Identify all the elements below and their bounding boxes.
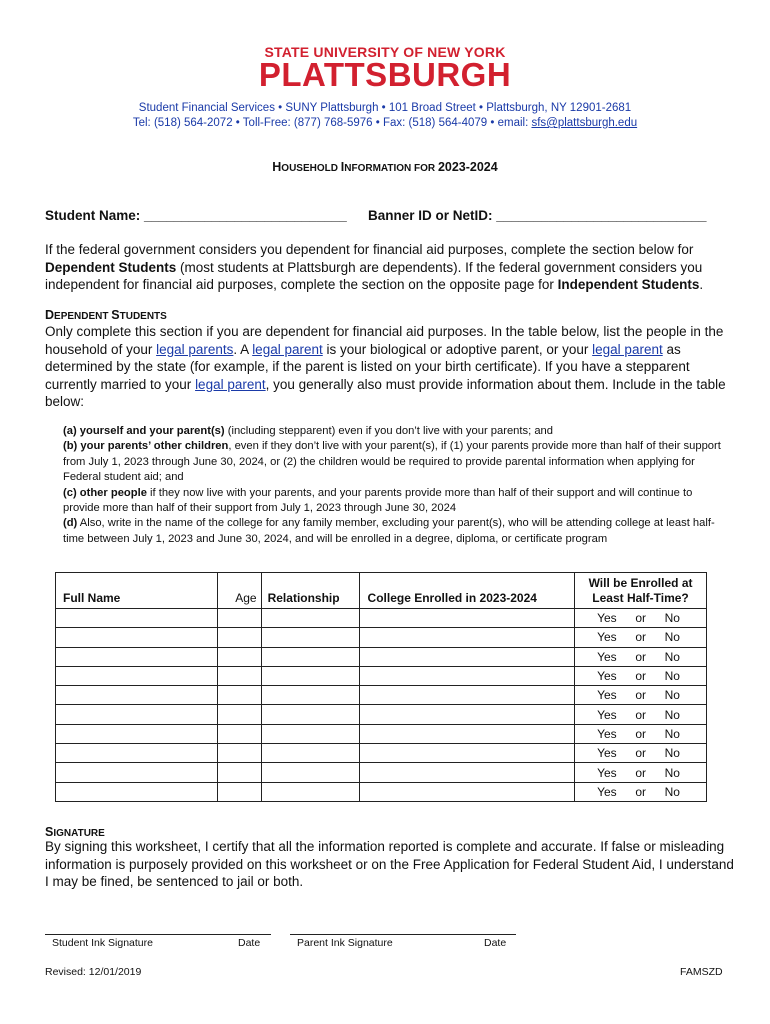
college-cell[interactable] [359,705,575,724]
relationship-cell[interactable] [261,782,359,801]
table-row [56,782,707,801]
relationship-cell[interactable] [261,609,359,628]
table-row [56,628,707,647]
relationship-cell[interactable] [261,628,359,647]
yes-option[interactable]: Yes [597,688,617,703]
legal-parent-link[interactable]: legal parent [252,341,323,357]
yes-option[interactable]: Yes [597,765,617,780]
age-cell[interactable] [217,763,261,782]
parent-signature-line[interactable] [290,934,516,935]
age-cell[interactable] [217,647,261,666]
intro-paragraph: If the federal government considers you dependent for financial aid purposes, complete the section below for Dependent Students (most students at Plattsburgh are dependents). If the federal government considers you independent for financial aid purposes, complete the section on the opposite page for Independent Students. [45,242,704,292]
or-label: or [635,669,646,684]
signature-paragraph: By signing this worksheet, I certify that all the information reported is complete and accurate. If false or misleading information is purposely provided on this worksheet or on the Free Application for Federal Student Aid, I understand I may be fined, be sentenced to jail or both. [45,839,734,889]
legal-parents-link[interactable]: legal parents [156,341,234,357]
legal-parent-link[interactable]: legal parent [195,376,266,392]
relationship-cell[interactable] [261,763,359,782]
full-name-cell[interactable] [56,763,218,782]
age-cell[interactable] [217,782,261,801]
no-option[interactable]: No [664,726,680,741]
relationship-cell[interactable] [261,666,359,685]
dependent-students-heading: DEPENDENT STUDENTS [45,308,167,322]
table-row [56,609,707,628]
or-label: or [635,611,646,626]
contact-line [0,117,770,129]
full-name-cell[interactable] [56,724,218,743]
college-cell[interactable] [359,628,575,647]
no-option[interactable]: No [664,746,680,761]
dependent-paragraph: Only complete this section if you are dependent for financial aid purposes. In the table below, list the people in the household of your legal parents. A legal parent is your biological or adoptive parent, or your legal parent as determined by the state (for example, if the parent is listed on your birth certificate). If you have a stepparent currently married to your legal parent, you generally also must provide information about them. Include in the table below: [45,324,726,409]
college-cell[interactable] [359,647,575,666]
age-cell[interactable] [217,705,261,724]
form-title: HOUSEHOLD INFORMATION FOR 2023-2024 [272,160,498,174]
form-code: FAMSZD [680,966,723,978]
yes-option[interactable]: Yes [597,669,617,684]
college-cell[interactable] [359,782,575,801]
full-name-cell[interactable] [56,666,218,685]
signature-heading: SIGNATURE [45,825,105,839]
college-cell[interactable] [359,744,575,763]
age-cell[interactable] [217,744,261,763]
yes-option[interactable]: Yes [597,649,617,664]
student-signature-line[interactable] [45,934,271,935]
parent-date-label: Date [484,937,507,949]
college-header: College Enrolled in 2023-2024 [359,573,575,609]
yes-option[interactable]: Yes [597,784,617,799]
or-label: or [635,649,646,664]
list-item-b: (b) your parents’ other children, even if they don’t live with your parent(s), if (1) your parents provide more than half of their support from July 1, 2023 through June 30, 2024, or (2) the children would be required to provide parental information when applying for Federal student aid; and [63,440,721,484]
household-table [55,572,707,802]
or-label: or [635,746,646,761]
no-option[interactable]: No [664,688,680,703]
or-label: or [635,707,646,722]
college-cell[interactable] [359,763,575,782]
table-row [56,744,707,763]
full-name-cell[interactable] [56,782,218,801]
logo-suny: STATE UNIVERSITY OF NEW YORK [264,44,506,60]
table-header-row [56,573,707,609]
college-cell[interactable] [359,609,575,628]
table-row [56,763,707,782]
age-cell[interactable] [217,686,261,705]
table-row [56,705,707,724]
enrolled-cell [575,686,707,705]
full-name-cell[interactable] [56,628,218,647]
no-option[interactable]: No [664,765,680,780]
age-cell[interactable] [217,724,261,743]
list-item-a: (a) yourself and your parent(s) (including stepparent) even if you don’t live with your parents; and [63,425,553,437]
college-cell[interactable] [359,666,575,685]
contact-prefix: Tel: (518) 564-2072 • Toll-Free: (877) 768-5976 • Fax: (518) 564-4079 • email: [132,117,532,129]
relationship-cell[interactable] [261,686,359,705]
enrolled-cell [575,609,707,628]
full-name-header: Full Name [56,573,218,609]
college-cell[interactable] [359,686,575,705]
logo-plattsburgh: PLATTSBURGH [258,56,512,93]
enrolled-cell [575,763,707,782]
age-header: Age [217,573,261,609]
relationship-cell[interactable] [261,724,359,743]
no-option[interactable]: No [664,611,680,626]
revised-date: Revised: 12/01/2019 [45,966,142,978]
enrolled-cell [575,628,707,647]
enrolled-cell [575,724,707,743]
email-link[interactable]: sfs@plattsburgh.edu [531,117,638,129]
age-cell[interactable] [217,628,261,647]
yes-option[interactable]: Yes [597,726,617,741]
table-row [56,647,707,666]
table-row [56,666,707,685]
or-label: or [635,630,646,645]
include-list [63,424,728,547]
or-label: or [635,784,646,799]
relationship-cell[interactable] [261,744,359,763]
relationship-header: Relationship [261,573,359,609]
enrolled-cell [575,666,707,685]
address-line: Student Financial Services • SUNY Plattsburgh • 101 Broad Street • Plattsburgh, NY 12901-2681 [138,102,632,114]
full-name-cell[interactable] [56,647,218,666]
or-label: or [635,688,646,703]
student-date-label: Date [238,937,261,949]
yes-option[interactable]: Yes [597,630,617,645]
list-item-c: (c) other people if they now live with your parents, and your parents provide more than half of their support and will continue to provide more than half of their support from July 1, 2023 through June 30, 2024 [63,486,693,515]
banner-id-field[interactable]: Banner ID or NetID: ____________________________ [368,208,707,223]
legal-parent-link[interactable]: legal parent [592,341,663,357]
yes-option[interactable]: Yes [597,746,617,761]
enrolled-header: Will be Enrolled at Least Half-Time? [575,573,707,609]
no-option[interactable]: No [664,707,680,722]
full-name-cell[interactable] [56,609,218,628]
no-option[interactable]: No [664,784,680,799]
full-name-cell[interactable] [56,744,218,763]
list-item-d: (d) Also, write in the name of the college for any family member, excluding your parent(s), who will be attending college at least half-time between July 1, 2023 and June 30, 2024, and will be enrolled in a degree, diploma, or certificate program [63,517,715,545]
table-row [56,686,707,705]
enrolled-cell [575,647,707,666]
yes-option[interactable]: Yes [597,707,617,722]
student-signature-label: Student Ink Signature [52,937,153,949]
relationship-cell[interactable] [261,705,359,724]
parent-signature-label: Parent Ink Signature [297,937,393,949]
enrolled-cell [575,705,707,724]
enrolled-cell [575,782,707,801]
relationship-cell[interactable] [261,647,359,666]
no-option[interactable]: No [664,630,680,645]
no-option[interactable]: No [664,649,680,664]
table-row [56,724,707,743]
student-name-field[interactable]: Student Name: ___________________________ [45,208,347,223]
no-option[interactable]: No [664,669,680,684]
age-cell[interactable] [217,609,261,628]
full-name-cell[interactable] [56,705,218,724]
enrolled-cell [575,744,707,763]
college-cell[interactable] [359,724,575,743]
age-cell[interactable] [217,666,261,685]
or-label: or [635,765,646,780]
yes-option[interactable]: Yes [597,611,617,626]
or-label: or [635,726,646,741]
full-name-cell[interactable] [56,686,218,705]
